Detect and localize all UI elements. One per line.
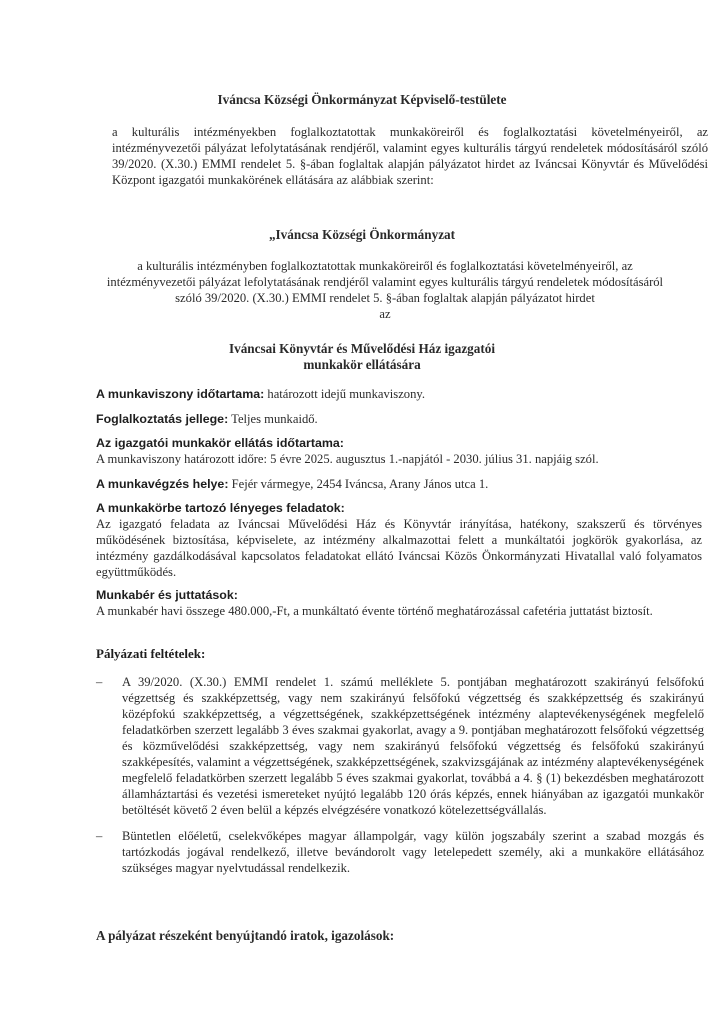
position-title-line2: munkakör ellátására <box>303 357 421 372</box>
field-duties-label: A munkakörbe tartozó lényeges feladatok: <box>96 501 345 515</box>
list-dash: – <box>96 829 103 843</box>
field-salary <box>96 587 702 619</box>
final-heading: A pályázat részeként benyújtandó iratok, igazolások: <box>96 928 395 943</box>
field-employment-label: Foglalkoztatás jellege: <box>96 412 229 426</box>
quote-paragraph-text: a kulturális intézményben foglalkoztatottak munkaköreiről és foglalkoztatási követelményeiről, az intézményvezetői pályázat lefolytatásának rendjéről valamint egyes kulturális tárgyú rendeletek módosításáról szóló 39/2020. (X.30.) EMMI rendelet 5. §-ában foglaltak alapján pályázatot hirdet <box>106 259 664 305</box>
quote-az: az <box>379 307 391 321</box>
field-employment <box>96 411 702 427</box>
field-salary-value: A munkabér havi összege 480.000,-Ft, a munkáltató évente történő meghatározással cafetéria juttatást biztosít. <box>96 604 653 618</box>
field-term <box>96 435 702 467</box>
main-heading: Iváncsa Községi Önkormányzat Képviselő-testülete <box>217 92 507 107</box>
field-duration-label: A munkaviszony időtartama: <box>96 387 265 401</box>
list-item <box>96 828 704 876</box>
field-place <box>96 476 702 492</box>
position-title <box>60 341 664 373</box>
quote-paragraph <box>94 258 676 322</box>
field-conditions-label: Pályázati feltételek: <box>96 646 206 661</box>
position-title-line1: Iváncsai Könyvtár és Művelődési Ház igazgatói <box>228 341 496 356</box>
field-conditions <box>96 646 702 662</box>
list-item <box>96 674 704 818</box>
list-dash: – <box>96 675 103 689</box>
field-salary-label: Munkabér és juttatások: <box>96 588 238 602</box>
field-duration <box>96 386 702 402</box>
field-term-label: Az igazgatói munkakör ellátás időtartama: <box>96 436 344 450</box>
conditions-list <box>96 674 704 886</box>
field-duration-value: határozott idejű munkaviszony. <box>267 387 426 401</box>
field-place-value: Fejér vármegye, 2454 Iváncsa, Arany János utca 1. <box>231 477 489 491</box>
field-employment-value: Teljes munkaidő. <box>231 412 318 426</box>
quote-heading: „Iváncsa Községi Önkormányzat <box>268 227 456 242</box>
field-duties <box>96 500 702 580</box>
intro-paragraph: a kulturális intézményekben foglalkoztatottak munkaköreiről és foglalkoztatási követelményeiről, az intézményvezetői pályázat lefolytatásának rendjéről, valamint egyes kulturális tárgyú rendeletek módosításáról szóló 39/2020. (X.30.) EMMI rendelet 5. §-ában foglaltak alapján pályázatot hirdet az Iváncsai Könyvtár és Művelődési Központ igazgatói munkakörének ellátására az alábbiak szerint: <box>112 125 708 187</box>
field-term-value: A munkaviszony határozott időre: 5 évre 2025. augusztus 1.-napjától - 2030. július 31. napjáig szól. <box>96 452 599 466</box>
list-item-text: Büntetlen előéletű, cselekvőképes magyar állampolgár, vagy külön jogszabály szerint a szabad mozgás és tartózkodás jogával rendelkező, illetve bevándorolt vagy letelepedett személy, aki a munkaköre ellátásához szükséges magyar nyelvtudással rendelkezik. <box>122 829 704 875</box>
field-duties-value: Az igazgató feladata az Iváncsai Művelődési Ház és Könyvtár irányítása, hatékony, szakszerű és törvényes működésének biztosítása, képviselete, az intézmény alkalmazottai felett a munkáltatói jogkörök gyakorlása, az intézmény gazdálkodásával kapcsolatos feladatokat ellátó Iváncsai Közös Önkormányzati Hivatallal való folyamatos együttműködés. <box>96 517 702 579</box>
field-place-label: A munkavégzés helye: <box>96 477 229 491</box>
list-item-text: A 39/2020. (X.30.) EMMI rendelet 1. számú melléklete 5. pontjában meghatározott szakirányú felsőfokú végzettség és szakképzettség, vagy nem szakirányú felsőfokú végzettség és szakképzettség és szakirányú középfokú szakképzettség, a végzettségének, szakképzettségének intézmény alaptevékenységének megfelelő feladatkörben szerzett legalább 3 éves szakmai gyakorlat, avagy a 9. pontjában meghatározott felsőfokú végzettség és közművelődési szakképzettség, vagy nem szakirányú felsőfokú végzettség és felsőfokú szakirányú szakképesítés, valamint a végzettségének, szakképzettségének, szakvizsgájának az intézmény alaptevékenységének megfelelő feladatkörben szerzett legalább 5 éves szakmai gyakorlat, továbbá a 4. § (1) bekezdésben meghatározott államháztartási és vezetési ismereteket nyújtó legalább 120 órás képzés, ennek hiányában az igazgatói munkakör betöltését követő 2 éven belül a képzés elvégzésére vonatkozó kötelezettségvállalás. <box>122 675 704 817</box>
